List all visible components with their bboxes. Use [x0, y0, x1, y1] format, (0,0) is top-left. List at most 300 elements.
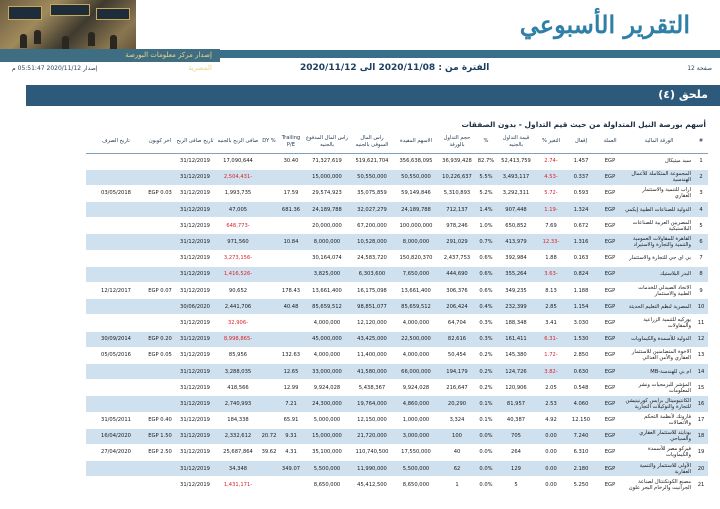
table-cell: 31/12/2019: [174, 266, 216, 282]
table-cell: 0.2%: [476, 363, 496, 379]
table-cell: 35,075,859: [350, 185, 394, 201]
table-cell: [260, 169, 278, 185]
table-cell: 5,000,000: [304, 412, 350, 428]
table-cell: 21: [694, 477, 708, 493]
table-cell: -8,998,865: [216, 331, 260, 347]
table-cell: 2.85: [536, 299, 566, 315]
table-cell: 392,984: [496, 250, 536, 266]
table-cell: -3.82: [536, 363, 566, 379]
table-cell: 31/12/2019: [174, 234, 216, 250]
table-cell: [260, 363, 278, 379]
table-cell: 4,000,000: [304, 347, 350, 363]
column-header: قيمة التداول بالجنيه: [496, 131, 536, 153]
table-cell: 8,000,000: [304, 234, 350, 250]
table-cell: EGP: [596, 461, 624, 477]
column-header: تاريخ الصرف: [86, 131, 146, 153]
table-cell: الكانتيوميتال برايس كورنينيشن للتجارة والتوكيلات التجارية: [624, 396, 694, 412]
table-cell: 1.154: [566, 299, 596, 315]
table-cell: 0.1%: [476, 396, 496, 412]
table-cell: 0.3%: [476, 331, 496, 347]
table-cell: 5.250: [566, 477, 596, 493]
column-header: الاسهم المقيدة: [394, 131, 438, 153]
table-cell: 10: [694, 299, 708, 315]
table-cell: [260, 380, 278, 396]
table-cell: 10.84: [278, 234, 304, 250]
table-cell: 0.593: [566, 185, 596, 201]
table-cell: فاروتك لأنظمة التحكم والاتصالات: [624, 412, 694, 428]
table-cell: 10,226,637: [438, 169, 476, 185]
table-cell: 2.53: [536, 396, 566, 412]
table-row: [86, 331, 708, 347]
table-cell: EGP: [596, 202, 624, 218]
table-cell: ام بي للهندسة-MB: [624, 363, 694, 379]
table-cell: [86, 153, 146, 169]
issue-timestamp: إصدار 2020/11/12 05:51:47 م: [12, 65, 98, 72]
table-cell: [146, 250, 174, 266]
table-cell: 1: [438, 477, 476, 493]
table-row: [86, 428, 708, 444]
table-cell: 12,150,000: [350, 412, 394, 428]
table-cell: 41,580,000: [350, 363, 394, 379]
table-cell: 3.030: [566, 315, 596, 331]
table-cell: 110,740,500: [350, 444, 394, 460]
table-cell: 519,621,704: [350, 153, 394, 169]
table-cell: 12.150: [566, 412, 596, 428]
table-cell: 8,650,000: [304, 477, 350, 493]
table-cell: 31/12/2019: [174, 202, 216, 218]
table-cell: -648,773: [216, 218, 260, 234]
table-cell: [86, 477, 146, 493]
table-cell: 39.62: [260, 444, 278, 460]
table-cell: EGP: [596, 250, 624, 266]
table-cell: 3,000,000: [394, 428, 438, 444]
table-cell: 8.13: [536, 283, 566, 299]
table-cell: 30.40: [278, 153, 304, 169]
table-cell: 216,647: [438, 380, 476, 396]
table-cell: المصريين العربية للصناعات البلاستيكية: [624, 218, 694, 234]
table-cell: EGP: [596, 169, 624, 185]
table-cell: 4,000,000: [394, 315, 438, 331]
table-cell: 8,650,000: [394, 477, 438, 493]
column-header: #: [694, 131, 708, 153]
table-cell: 31/12/2019: [174, 477, 216, 493]
table-cell: 47,005: [216, 202, 260, 218]
table-cell: 3,288,035: [216, 363, 260, 379]
table-cell: 11,990,000: [350, 461, 394, 477]
table-cell: 31/12/2019: [174, 250, 216, 266]
table-cell: 0.00: [536, 428, 566, 444]
table-cell: 31/12/2019: [174, 461, 216, 477]
table-cell: 0.0%: [476, 461, 496, 477]
table-cell: 20: [694, 461, 708, 477]
table-cell: [146, 380, 174, 396]
table-cell: 0.824: [566, 266, 596, 282]
table-cell: 0.548: [566, 380, 596, 396]
table-cell: 1.0%: [476, 218, 496, 234]
table-cell: 120,906: [496, 380, 536, 396]
table-cell: 0.4%: [476, 299, 496, 315]
table-cell: 7: [694, 250, 708, 266]
table-cell: 2,441,706: [216, 299, 260, 315]
table-row: [86, 153, 708, 169]
table-cell: 5.2%: [476, 185, 496, 201]
table-cell: 45,000,000: [304, 331, 350, 347]
table-cell: 66,000,000: [394, 363, 438, 379]
table-cell: EGP: [596, 218, 624, 234]
table-cell: 1: [694, 153, 708, 169]
table-cell: [86, 299, 146, 315]
table-cell: [86, 202, 146, 218]
table-cell: 0.2%: [476, 347, 496, 363]
table-cell: 1.188: [566, 283, 596, 299]
table-cell: 2.850: [566, 347, 596, 363]
table-cell: [86, 380, 146, 396]
table-cell: 20.72: [260, 428, 278, 444]
table-cell: 31/05/2011: [86, 412, 146, 428]
table-cell: 1,993,735: [216, 185, 260, 201]
table-cell: 32,027,279: [350, 202, 394, 218]
table-cell: 7.69: [536, 218, 566, 234]
table-cell: 291,029: [438, 234, 476, 250]
table-cell: 0.6%: [476, 283, 496, 299]
table-cell: 31/12/2019: [174, 153, 216, 169]
table-row: [86, 412, 708, 428]
table-cell: -1,416,526: [216, 266, 260, 282]
table-cell: 0.2%: [476, 380, 496, 396]
trading-table: [86, 131, 708, 493]
table-cell: 90,652: [216, 283, 260, 299]
table-cell: 3,292,311: [496, 185, 536, 201]
table-cell: 2,740,993: [216, 396, 260, 412]
table-cell: 0.0%: [476, 428, 496, 444]
table-cell: 184,338: [216, 412, 260, 428]
table-row: [86, 477, 708, 493]
table-cell: 0.3%: [476, 315, 496, 331]
table-cell: 5,500,000: [304, 461, 350, 477]
table-cell: [260, 185, 278, 201]
table-cell: 129: [496, 461, 536, 477]
table-cell: [260, 331, 278, 347]
table-cell: 418,566: [216, 380, 260, 396]
annex-label: ملحق (٤): [658, 88, 708, 101]
table-cell: يونايتد للاستثمار العقاري والسياحي: [624, 428, 694, 444]
table-cell: -1.19: [536, 202, 566, 218]
table-cell: EGP 0.40: [146, 412, 174, 428]
table-cell: 2.05: [536, 380, 566, 396]
table-cell: 29,574,923: [304, 185, 350, 201]
table-cell: 161,411: [496, 331, 536, 347]
table-cell: EGP: [596, 396, 624, 412]
table-cell: 0.00: [536, 477, 566, 493]
table-cell: 349,235: [496, 283, 536, 299]
table-cell: 65.91: [278, 412, 304, 428]
table-cell: 31/12/2019: [174, 380, 216, 396]
column-header: راس المال السوقى بالجنيه: [350, 131, 394, 153]
table-cell: [86, 250, 146, 266]
table-cell: 4: [694, 202, 708, 218]
table-cell: [260, 477, 278, 493]
table-cell: 22,500,000: [394, 331, 438, 347]
table-cell: EGP: [596, 363, 624, 379]
table-cell: 05/05/2016: [86, 347, 146, 363]
table-row: [86, 185, 708, 201]
table-cell: EGP 1.50: [146, 428, 174, 444]
table-cell: 413,979: [496, 234, 536, 250]
table-cell: 3: [694, 185, 708, 201]
table-cell: 681.36: [278, 202, 304, 218]
table-row: [86, 283, 708, 299]
table-cell: 100,000,000: [394, 218, 438, 234]
column-header: تاريخ صافى الربح: [174, 131, 216, 153]
table-cell: 82,616: [438, 331, 476, 347]
table-cell: [260, 250, 278, 266]
table-cell: 50,550,000: [394, 169, 438, 185]
table-cell: 1.324: [566, 202, 596, 218]
table-cell: [86, 234, 146, 250]
table-cell: -6.31: [536, 331, 566, 347]
table-cell: 16,175,098: [350, 283, 394, 299]
table-cell: 0.7%: [476, 234, 496, 250]
column-header: التغير %: [536, 131, 566, 153]
table-cell: 9: [694, 283, 708, 299]
table-cell: 124,726: [496, 363, 536, 379]
table-cell: 30/09/2014: [86, 331, 146, 347]
column-header: % DY: [260, 131, 278, 153]
table-cell: الأولى للاستثمار والتنمية العقارية: [624, 461, 694, 477]
table-cell: 31/12/2019: [174, 444, 216, 460]
table-row: [86, 218, 708, 234]
table-cell: [146, 234, 174, 250]
table-cell: 31/12/2019: [174, 331, 216, 347]
table-row: [86, 396, 708, 412]
column-header: %: [476, 131, 496, 153]
table-cell: 705: [496, 428, 536, 444]
table-cell: EGP: [596, 153, 624, 169]
table-cell: EGP: [596, 331, 624, 347]
table-cell: [146, 363, 174, 379]
table-cell: 5: [694, 218, 708, 234]
table-cell: EGP: [596, 477, 624, 493]
table-cell: 20,290: [438, 396, 476, 412]
table-cell: [146, 266, 174, 282]
table-cell: 31/12/2019: [174, 315, 216, 331]
table-cell: 7,650,000: [394, 266, 438, 282]
table-cell: 40,387: [496, 412, 536, 428]
table-cell: 12: [694, 331, 708, 347]
table-cell: 16: [694, 396, 708, 412]
table-cell: 17.59: [278, 185, 304, 201]
table-cell: 9.31: [278, 428, 304, 444]
table-cell: [278, 218, 304, 234]
table-cell: 206,424: [438, 299, 476, 315]
table-cell: 194,179: [438, 363, 476, 379]
table-cell: 14: [694, 363, 708, 379]
table-cell: 82.7%: [476, 153, 496, 169]
table-cell: 10,528,000: [350, 234, 394, 250]
table-row: [86, 266, 708, 282]
table-cell: -5.72: [536, 185, 566, 201]
table-cell: [260, 234, 278, 250]
table-cell: 19,764,000: [350, 396, 394, 412]
table-cell: 81,957: [496, 396, 536, 412]
table-cell: 31/12/2019: [174, 169, 216, 185]
table-row: [86, 444, 708, 460]
table-row: [86, 461, 708, 477]
table-row: [86, 250, 708, 266]
table-cell: -3,273,156: [216, 250, 260, 266]
table-body: [86, 153, 708, 493]
table-cell: 6.310: [566, 444, 596, 460]
page-number: صفحة 12: [687, 65, 712, 72]
table-cell: 27/04/2020: [86, 444, 146, 460]
table-cell: 98,851,077: [350, 299, 394, 315]
table-cell: 188,348: [496, 315, 536, 331]
table-cell: EGP 0.20: [146, 331, 174, 347]
table-row: [86, 315, 708, 331]
table-cell: 30/06/2020: [174, 299, 216, 315]
table-cell: [86, 266, 146, 282]
table-cell: [260, 266, 278, 282]
table-cell: [260, 202, 278, 218]
table-cell: 8,000,000: [394, 234, 438, 250]
table-cell: 4,860,000: [394, 396, 438, 412]
table-cell: 2.180: [566, 461, 596, 477]
table-cell: 24,189,788: [394, 202, 438, 218]
table-cell: 356,638,095: [394, 153, 438, 169]
table-row: [86, 202, 708, 218]
table-cell: القاهرة للمقاولات العمومية والتنمية والتجارة والاستيراد: [624, 234, 694, 250]
table-cell: [146, 299, 174, 315]
table-cell: 50,550,000: [350, 169, 394, 185]
table-cell: 2,332,612: [216, 428, 260, 444]
table-cell: 19: [694, 444, 708, 460]
table-cell: 13,661,400: [394, 283, 438, 299]
table-cell: 978,246: [438, 218, 476, 234]
table-cell: 31/12/2019: [174, 218, 216, 234]
table-cell: 62: [438, 461, 476, 477]
table-cell: EGP 2.50: [146, 444, 174, 460]
table-cell: 3,493,117: [496, 169, 536, 185]
table-cell: 9,924,028: [394, 380, 438, 396]
table-cell: [260, 299, 278, 315]
table-cell: 0.6%: [476, 250, 496, 266]
table-cell: [260, 153, 278, 169]
table-cell: [146, 396, 174, 412]
table-cell: [86, 396, 146, 412]
table-cell: البدر البلاستيك: [624, 266, 694, 282]
table-cell: 5,438,367: [350, 380, 394, 396]
column-header: العملة: [596, 131, 624, 153]
column-header: Trailing P/E: [278, 131, 304, 153]
table-cell: 31/12/2019: [174, 363, 216, 379]
table-cell: [146, 477, 174, 493]
table-cell: 40: [438, 444, 476, 460]
column-header: إقفال: [566, 131, 596, 153]
table-cell: 1.457: [566, 153, 596, 169]
table-cell: 33,000,000: [304, 363, 350, 379]
table-cell: 24,300,000: [304, 396, 350, 412]
table-cell: 1.316: [566, 234, 596, 250]
table-cell: EGP: [596, 185, 624, 201]
table-cell: 0.00: [536, 444, 566, 460]
table-cell: 150,820,370: [394, 250, 438, 266]
table-cell: 85,659,512: [394, 299, 438, 315]
table-cell: -2.74: [536, 153, 566, 169]
table-cell: 0.337: [566, 169, 596, 185]
table-cell: 6,303,600: [350, 266, 394, 282]
meta-row: [0, 64, 720, 76]
table-cell: 444,690: [438, 266, 476, 282]
table-cell: [260, 315, 278, 331]
table-cell: 971,560: [216, 234, 260, 250]
table-cell: -4.53: [536, 169, 566, 185]
table-cell: [146, 315, 174, 331]
table-cell: EGP: [596, 444, 624, 460]
table-cell: [278, 169, 304, 185]
table-cell: EGP: [596, 299, 624, 315]
table-row: [86, 234, 708, 250]
table-cell: 52,413,759: [496, 153, 536, 169]
table-cell: 64,704: [438, 315, 476, 331]
table-cell: 85,956: [216, 347, 260, 363]
table-cell: 36,939,428: [438, 153, 476, 169]
table-cell: 3,825,000: [304, 266, 350, 282]
table-header-row: [86, 131, 708, 153]
table-row: [86, 299, 708, 315]
table-cell: يوركيه للتنمية الزراعية والمقاولات: [624, 315, 694, 331]
table-cell: EGP: [596, 412, 624, 428]
table-cell: 59,149,846: [394, 185, 438, 201]
table-cell: 4,000,000: [394, 347, 438, 363]
table-cell: الدولية للصناعات الطبية إيكمي: [624, 202, 694, 218]
table-cell: 355,264: [496, 266, 536, 282]
table-cell: [260, 461, 278, 477]
table-cell: EGP: [596, 347, 624, 363]
table-cell: 145,380: [496, 347, 536, 363]
table-cell: 5.5%: [476, 169, 496, 185]
table-cell: 30,164,074: [304, 250, 350, 266]
table-cell: 43,425,000: [350, 331, 394, 347]
table-cell: [146, 169, 174, 185]
table-cell: 67,200,000: [350, 218, 394, 234]
table-cell: 12.99: [278, 380, 304, 396]
table-cell: [278, 477, 304, 493]
table-cell: 13: [694, 347, 708, 363]
table-cell: الدولية للأسمدة والكيماويات: [624, 331, 694, 347]
table-cell: EGP 0.03: [146, 185, 174, 201]
table-cell: [260, 347, 278, 363]
table-cell: 12.65: [278, 363, 304, 379]
table-cell: 9,924,028: [304, 380, 350, 396]
table-row: [86, 380, 708, 396]
table-cell: 264: [496, 444, 536, 460]
table-cell: -32,906: [216, 315, 260, 331]
column-header: الورقة المالية: [624, 131, 694, 153]
table-cell: 4.060: [566, 396, 596, 412]
table-cell: 13,661,400: [304, 283, 350, 299]
table-cell: 17,550,000: [394, 444, 438, 460]
table-cell: 5: [496, 477, 536, 493]
table-cell: [146, 461, 174, 477]
table-cell: 4,000,000: [304, 315, 350, 331]
table-cell: 40.48: [278, 299, 304, 315]
table-cell: المجموعة المتكاملة للأعمال الهندسية: [624, 169, 694, 185]
table-cell: الاخوة المتضامنين للاستثمار العقاري والأمن الغذائي: [624, 347, 694, 363]
table-cell: 0.6%: [476, 266, 496, 282]
table-cell: 21,720,000: [350, 428, 394, 444]
column-header: اخر كوبون: [146, 131, 174, 153]
table-cell: [146, 153, 174, 169]
